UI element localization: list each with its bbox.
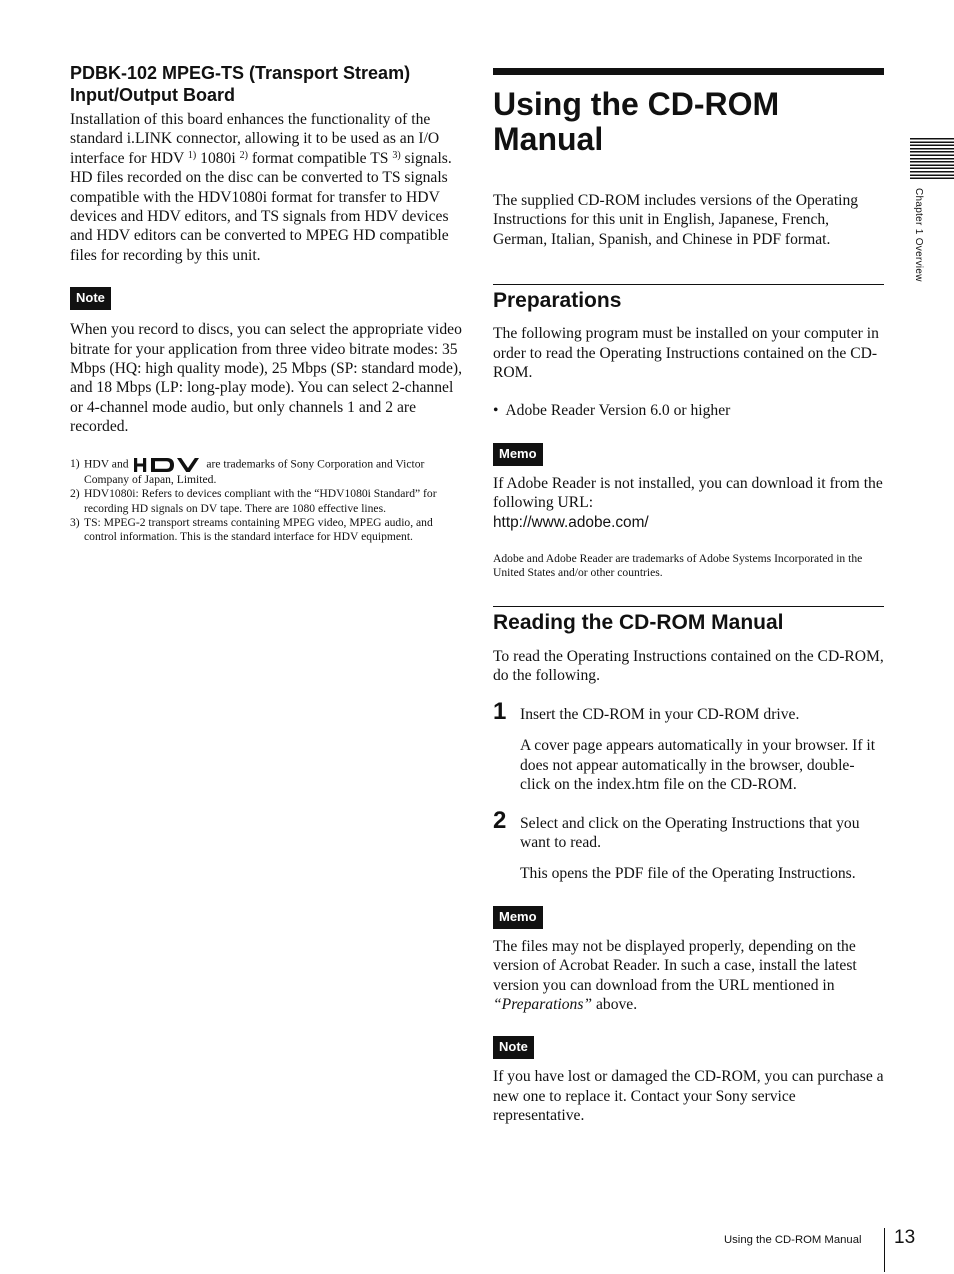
step-number: 2 [493,806,507,834]
heading-line-2: Input/Output Board [70,85,235,105]
note-box-1 [70,287,462,310]
footnote-number: 1) [70,456,80,470]
section-heading-pdbk-102 [70,62,462,106]
chapter-tab [912,188,926,308]
title-line-2: Manual [493,121,604,157]
memo-text-part: above. [592,995,638,1013]
footnote-ref-3: 3) [392,149,401,161]
reading-heading: Reading the CD-ROM Manual [493,611,784,635]
intro-text: The supplied CD-ROM includes versions of the Operating Instructions for this unit in English, Japanese, French, German, Italian, Spanish, and Chinese in PDF format. [493,192,859,248]
desc-text-d: signals. [400,149,452,167]
memo-box-1 [493,443,884,466]
requirement-bullet: • Adobe Reader Version 6.0 or higher [493,402,731,420]
footnote-text: HDV and [84,457,129,471]
preparations-text: The following program must be installed on your computer in order to read the Operating Instructions contained on the CD-ROM. [493,325,879,382]
desc-text-b: 1080i [196,149,236,167]
right-column [493,68,884,1126]
footer-section-title: Using the CD-ROM Manual [724,1234,862,1246]
footnote-ref-2: 2) [239,149,248,161]
memo-text [493,937,884,1015]
heading-line-1: PDBK-102 MPEG-TS (Transport Stream) [70,63,411,83]
note-text: If you have lost or damaged the CD-ROM, you can purchase a new one to replace it. Contact your Sony service representative. [493,1068,884,1125]
footnote-ref-1: 1) [187,149,197,161]
page-number: 13 [894,1227,916,1248]
preparations-heading: Preparations [493,289,622,313]
footnote-number: 3) [70,515,80,529]
section-rule [493,284,884,285]
footnote-text: HDV1080i: Refers to devices compliant with the “HDV1080i Standard” for recording HD signals on DV tape. There are 1080 effective lines. [84,487,437,515]
desc-text-c: format compatible TS [247,149,389,167]
desc-text-a: Installation of this board enhances the functionality of the standard i.LINK connector, allowing it to be used as an I/O interface for HDV [70,111,440,167]
note-text: When you record to discs, you can select the appropriate video bitrate for your application from three video bitrate modes: 35 Mbps (HQ: high quality mode), 25 Mbps (SP: standard mode), and 18 Mbps (LP: long-play mode). You can select 2-channel or 4-channel mode audio, but only channels 1 and 2 are recorded. [70,321,462,436]
memo-text-part: The files may not be displayed properly, depending on the version of Acrobat Reader. In such a case, install the latest version you can download from the URL mentioned in [493,937,857,994]
step-detail: A cover page appears automatically in your browser. If it does not appear automatically in the browser, double-click on the index.htm file on the CD-ROM. [520,737,876,794]
footnote-2 [70,487,462,516]
step-2 [493,806,884,884]
trademark-notice: Adobe and Adobe Reader are trademarks of Adobe Systems Incorporated in the United States and/or other countries. [493,551,863,579]
hdv-logo [134,457,200,473]
conversion-description: HD files recorded on the disc can be converted to TS signals compatible with the HDV1080i format for transfer to HDV devices and HDV editors, and TS signals from HDV devices and HDV editors can be converted to MPEG HD compatible files for recording by this unit. [70,169,449,264]
title-line-1: Using the CD-ROM [493,86,780,122]
preparations-reference: “Preparations” [493,995,593,1013]
step-detail: This opens the PDF file of the Operating Instructions. [520,865,856,883]
page-title [493,87,884,157]
section-rule [493,606,884,607]
footnote-3 [70,516,462,545]
footer-divider [884,1228,885,1272]
memo-label: Memo [493,906,543,929]
footnote-number: 2) [70,487,80,501]
step-instruction: Insert the CD-ROM in your CD-ROM drive. [520,705,800,723]
step-number: 1 [493,697,507,725]
note-box-2 [493,1036,884,1059]
reading-intro: To read the Operating Instructions contained on the CD-ROM, do the following. [493,648,884,685]
note-label: Note [493,1036,534,1059]
footnote-text: TS: MPEG-2 transport streams containing MPEG video, MPEG audio, and control information. This is the standard interface for HDV equipment. [84,515,433,544]
bullet-text: Adobe Reader Version 6.0 or higher [505,402,731,420]
board-description [70,110,462,168]
step-instruction: Select and click on the Operating Instructions that you want to read. [520,814,860,851]
footnotes [70,457,462,545]
memo-label: Memo [493,443,543,466]
title-bar [493,68,884,75]
chapter-label: Chapter 1 Overview [913,188,924,282]
footnote-1 [70,457,462,487]
step-1 [493,697,884,795]
adobe-url-link[interactable]: http://www.adobe.com/ [493,513,649,531]
footnote-text: are trademarks of Sony Corporation and Victor Company of Japan, Limited. [84,457,425,486]
chapter-tab-stripes [910,138,954,180]
left-column [70,62,462,545]
memo-box-2 [493,906,884,929]
note-label: Note [70,287,111,310]
memo-text: If Adobe Reader is not installed, you can download it from the following URL: [493,474,883,512]
